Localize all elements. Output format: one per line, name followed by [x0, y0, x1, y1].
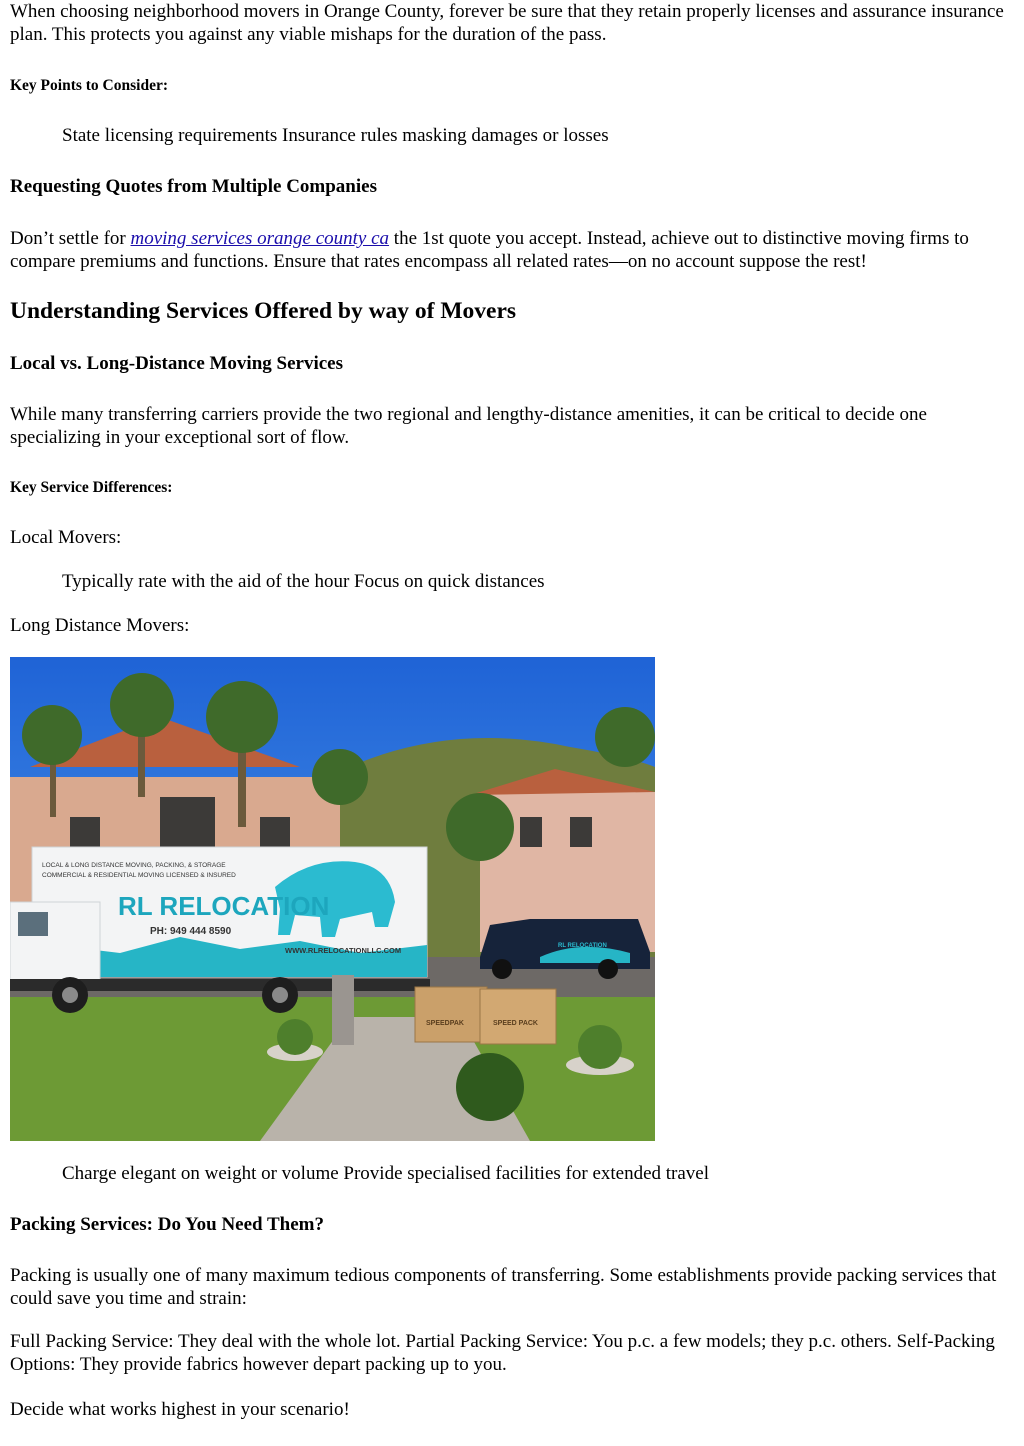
intro-paragraph: When choosing neighborhood movers in Orange County, forever be sure that they retain properly licenses and assurance insurance plan. This protects you against any viable mishaps for the duration of the pass.: [10, 1, 1004, 45]
local-movers-label: Local Movers:: [10, 527, 122, 548]
truck-services-text: LOCAL & LONG DISTANCE MOVING, PACKING, & STORAGE: [42, 862, 226, 869]
differences-heading: Key Service Differences:: [10, 479, 173, 496]
quotes-text-after: the 1st quote you accept. Instead, achieve out to distinctive moving firms to compare premiums and functions. Ensure that rates encompass all related rates—on no account suppose the rest!: [10, 228, 969, 272]
truck-brand-text: RL RELOCATION: [118, 891, 330, 921]
box2-text: SPEED PACK: [493, 1020, 538, 1027]
quotes-heading: Requesting Quotes from Multiple Companies: [10, 176, 377, 197]
van-brand-text: RL RELOCATION: [558, 943, 607, 949]
key-points-heading: Key Points to Consider:: [10, 77, 169, 94]
local-movers-list: Typically rate with the aid of the hour Focus on quick distances: [62, 571, 545, 592]
moving-services-link[interactable]: moving services orange county ca: [130, 228, 390, 249]
local-long-paragraph: While many transferring carriers provide the two regional and lengthy-distance amenities, it can be critical to decide one specializing in your exceptional sort of flow.: [10, 404, 927, 448]
decide-paragraph: Decide what works highest in your scenario!: [10, 1399, 350, 1420]
services-heading: Understanding Services Offered by way of Movers: [10, 298, 517, 324]
packing-options-paragraph: Full Packing Service: They deal with the whole lot. Partial Packing Service: You p.c. a few models; they p.c. others. Self-Packing Options: They provide fabrics however depart packing up to you.: [10, 1331, 995, 1375]
moving-truck-photo: [10, 657, 655, 1141]
post: [332, 975, 354, 1045]
truck-website-text: WWW.RLRELOCATIONLLC.COM: [285, 946, 402, 955]
packing-intro-paragraph: Packing is usually one of many maximum tedious components of transferring. Some establishments provide packing services that could save you time and strain:: [10, 1265, 997, 1309]
cardboard-boxes: [415, 987, 556, 1044]
local-long-heading: Local vs. Long-Distance Moving Services: [10, 353, 344, 374]
truck-license-text: COMMERCIAL & RESIDENTIAL MOVING LICENSED & INSURED: [42, 872, 236, 879]
quotes-text-before: Don’t settle for: [10, 228, 131, 249]
box-truck: [10, 847, 430, 1013]
long-movers-list: Charge elegant on weight or volume Provide specialised facilities for extended travel: [62, 1163, 710, 1184]
packing-heading: Packing Services: Do You Need Them?: [10, 1214, 325, 1235]
quotes-paragraph: [10, 227, 1016, 273]
key-points-list: State licensing requirements Insurance rules masking damages or losses: [62, 125, 609, 146]
long-movers-label: Long Distance Movers:: [10, 615, 190, 636]
truck-phone-text: PH: 949 444 8590: [150, 926, 232, 937]
box1-text: SPEEDPAK: [426, 1020, 464, 1027]
